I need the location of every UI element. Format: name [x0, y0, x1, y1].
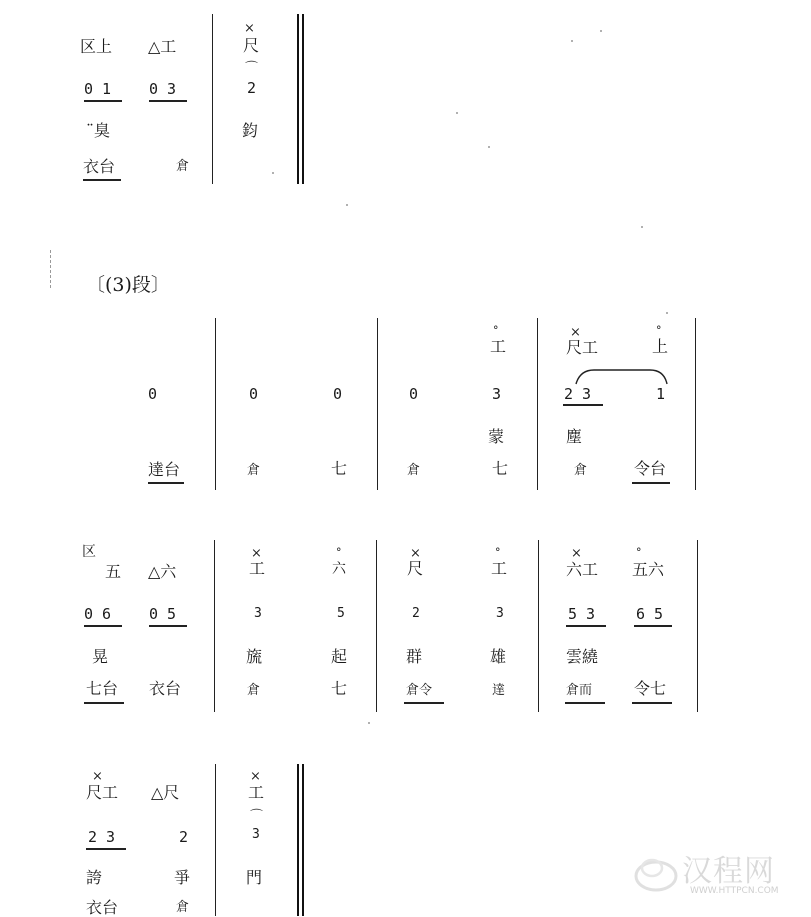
double-bar-line — [297, 14, 299, 184]
note-number: 3 — [496, 606, 504, 621]
pitch-label: 区上 — [80, 37, 113, 56]
fermata-mark: ⌒ — [250, 809, 264, 824]
note-number: 3 — [254, 606, 262, 621]
pitch-label: 工 — [248, 783, 265, 802]
note-number: 2 — [179, 828, 189, 846]
lyric: 起 — [331, 647, 348, 666]
lyric: 雄 — [490, 647, 507, 666]
bar-line — [215, 764, 216, 916]
pitch-label: △尺 — [151, 783, 180, 802]
percussion-syllable: 倉令 — [406, 683, 433, 698]
bar-line — [214, 540, 215, 712]
note-number: 3 — [252, 827, 260, 842]
note-number: 5 — [337, 606, 345, 621]
section-heading: 〔(3)段〕 — [86, 274, 170, 296]
percussion-syllable: 達 — [492, 683, 506, 698]
double-bar-line — [302, 14, 304, 184]
lyric: 誇 — [86, 868, 103, 887]
cross-mark: × — [251, 546, 262, 561]
lyric: ¨臭 — [86, 121, 111, 140]
lyric: 旒 — [246, 647, 263, 666]
pitch-label: 五六 — [632, 560, 665, 579]
cross-mark: × — [571, 546, 582, 561]
note-number: 2 — [247, 79, 257, 97]
percussion-syllable: 達台 — [148, 460, 181, 479]
percussion-syllable: 倉 — [407, 463, 421, 478]
double-bar-line — [297, 764, 299, 916]
pitch-label: 工 — [490, 337, 507, 356]
note-number: 2 3 — [88, 828, 116, 846]
double-bar-line — [302, 764, 304, 916]
pitch-label: 尺工 — [566, 338, 599, 357]
circle-mark: ° — [636, 546, 642, 559]
lyric: 爭 — [174, 868, 191, 887]
slur — [574, 366, 670, 386]
cross-mark: × — [92, 769, 103, 784]
lyric: 門 — [246, 868, 263, 887]
note-number: 0 — [148, 385, 158, 403]
note-number: 0 1 — [84, 80, 112, 98]
bar-line — [212, 14, 213, 184]
lyric: 塵 — [566, 427, 583, 446]
percussion-syllable: 衣台 — [86, 898, 119, 917]
note-number: 1 — [656, 385, 666, 403]
pitch-label: 尺 — [407, 559, 424, 578]
pitch-label: 尺工 — [86, 783, 119, 802]
percussion-syllable: 倉 — [176, 159, 190, 174]
lyric: 鈞 — [242, 121, 259, 140]
margin-mark — [50, 250, 52, 288]
percussion-syllable: 衣台 — [83, 157, 116, 176]
pitch-label: 工 — [491, 559, 508, 578]
lyric: 晃 — [92, 647, 109, 666]
percussion-syllable: 七台 — [86, 679, 119, 698]
percussion-syllable: 倉 — [176, 900, 190, 915]
percussion-syllable: 令七 — [634, 679, 667, 698]
bar-line — [215, 318, 216, 490]
pitch-label: 六 — [332, 561, 346, 577]
pitch-label: △六 — [148, 562, 177, 581]
lyric: 群 — [406, 647, 423, 666]
fermata-mark: ⌒ — [245, 61, 259, 76]
bar-line — [377, 318, 378, 490]
note-number: 2 3 — [564, 385, 592, 403]
pitch-label: 五 — [105, 562, 122, 581]
bar-line — [538, 540, 539, 712]
bar-line — [537, 318, 538, 490]
percussion-syllable: 倉 — [574, 463, 588, 478]
lyric: 雲繞 — [566, 647, 599, 666]
circle-mark: ° — [493, 324, 499, 337]
note-number: 6 5 — [636, 605, 664, 623]
pitch-label: 上 — [652, 337, 669, 356]
cross-mark: × — [570, 325, 581, 340]
percussion-syllable: 倉而 — [566, 683, 593, 698]
bar-line — [376, 540, 377, 712]
circle-mark: ° — [336, 546, 342, 559]
watermark-url: WWW.HTTPCN.COM — [690, 886, 779, 896]
pitch-label: 尺 — [243, 36, 260, 55]
pitch-label: 六工 — [566, 560, 599, 579]
percussion-syllable: 七 — [492, 459, 509, 478]
pitch-label: 区 — [82, 544, 96, 560]
percussion-syllable: 倉 — [247, 683, 261, 698]
note-number: 2 — [412, 606, 420, 621]
bar-line — [697, 540, 698, 712]
note-number: 0 — [409, 385, 419, 403]
cross-mark: × — [410, 546, 421, 561]
note-number: 0 5 — [149, 605, 177, 623]
note-number: 0 — [249, 385, 259, 403]
note-number: 0 3 — [149, 80, 177, 98]
cross-mark: × — [250, 769, 261, 784]
circle-mark: ° — [656, 324, 662, 337]
percussion-syllable: 七 — [331, 679, 348, 698]
cross-mark: × — [244, 21, 255, 36]
note-number: 0 6 — [84, 605, 112, 623]
watermark-logo: 汉程网 — [682, 854, 775, 889]
note-number: 3 — [492, 385, 502, 403]
percussion-syllable: 倉 — [247, 463, 261, 478]
pitch-label: △工 — [148, 37, 177, 56]
percussion-syllable: 令台 — [634, 459, 667, 478]
circle-mark: ° — [495, 546, 501, 559]
pitch-label: 工 — [249, 559, 266, 578]
note-number: 0 — [333, 385, 343, 403]
lyric: 蒙 — [488, 427, 505, 446]
note-number: 5 3 — [568, 605, 596, 623]
percussion-syllable: 七 — [331, 459, 348, 478]
percussion-syllable: 衣台 — [149, 679, 182, 698]
bar-line — [695, 318, 696, 490]
